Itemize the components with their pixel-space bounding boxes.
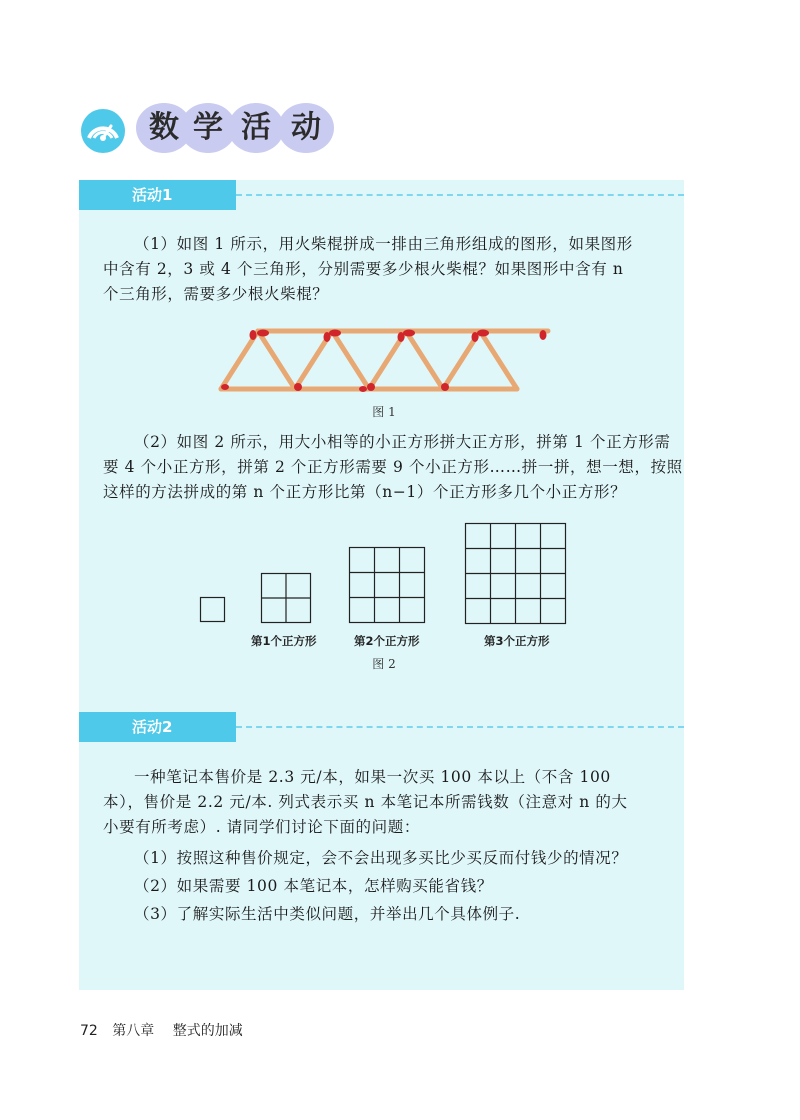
square-3 — [349, 547, 427, 625]
activity-2-p1-line: 小要有所考虑）. 请同学们讨论下面的问题： — [103, 818, 420, 836]
activity-2-tab: 活动2 — [79, 712, 236, 742]
title-char: 学 — [180, 103, 236, 153]
figure-2-caption: 图 2 — [372, 657, 396, 671]
divider — [236, 726, 684, 728]
title-char: 数 — [136, 103, 192, 153]
activity-2-p1-line: 一种笔记本售价是 2.3 元/本，如果一次买 100 本以上（不含 100 — [134, 768, 611, 786]
question-item: （2）如果需要 100 本笔记本，怎样购买能省钱？ — [134, 877, 493, 895]
divider — [236, 194, 684, 196]
square-label: 第2个正方形 — [354, 634, 420, 648]
question-item: （1）按照这种售价规定，会不会出现多买比少买反而付钱少的情况？ — [134, 849, 628, 867]
square-2 — [261, 573, 313, 625]
activity-1-p2-line: 这样的方法拼成的第 n 个正方形比第（n−1）个正方形多几个小正方形？ — [103, 483, 627, 501]
activity-1-p1-line: （1）如图 1 所示，用火柴棍拼成一排由三角形组成的图形，如果图形 — [134, 235, 633, 253]
page-footer — [80, 1020, 243, 1040]
activity-1-tab: 活动1 — [79, 180, 236, 210]
question-item: （3）了解实际生活中类似问题，并举出几个具体例子. — [134, 905, 521, 923]
figure-1-matchsticks — [213, 325, 553, 395]
activity-1-p2-line: （2）如图 2 所示，用大小相等的小正方形拼大正方形，拼第 1 个正方形需 — [134, 433, 671, 451]
activity-2-p1-line: 本），售价是 2.2 元/本. 列式表示买 n 本笔记本所需钱数（注意对 n 的大 — [103, 793, 628, 811]
page-number: 72 — [80, 1023, 98, 1039]
speedometer-icon — [80, 108, 126, 154]
title-char: 动 — [278, 103, 334, 153]
figure-1-caption: 图 1 — [372, 405, 396, 419]
square-label: 第1个正方形 — [251, 634, 317, 648]
activity-1-p1-line: 个三角形，需要多少根火柴棍？ — [103, 285, 329, 303]
chapter-title: 整式的加减 — [172, 1023, 243, 1039]
activity-1-p1-line: 中含有 2，3 或 4 个三角形，分别需要多少根火柴棍？如果图形中含有 n — [103, 260, 624, 278]
square-4 — [465, 523, 567, 625]
activity-1-p2-line: 要 4 个小正方形，拼第 2 个正方形需要 9 个小正方形……拼一拼，想一想，按照 — [103, 458, 683, 476]
square-1 — [200, 597, 226, 623]
square-label: 第3个正方形 — [484, 634, 550, 648]
title-char: 活 — [228, 103, 284, 153]
chapter-label: 第八章 — [112, 1023, 155, 1039]
